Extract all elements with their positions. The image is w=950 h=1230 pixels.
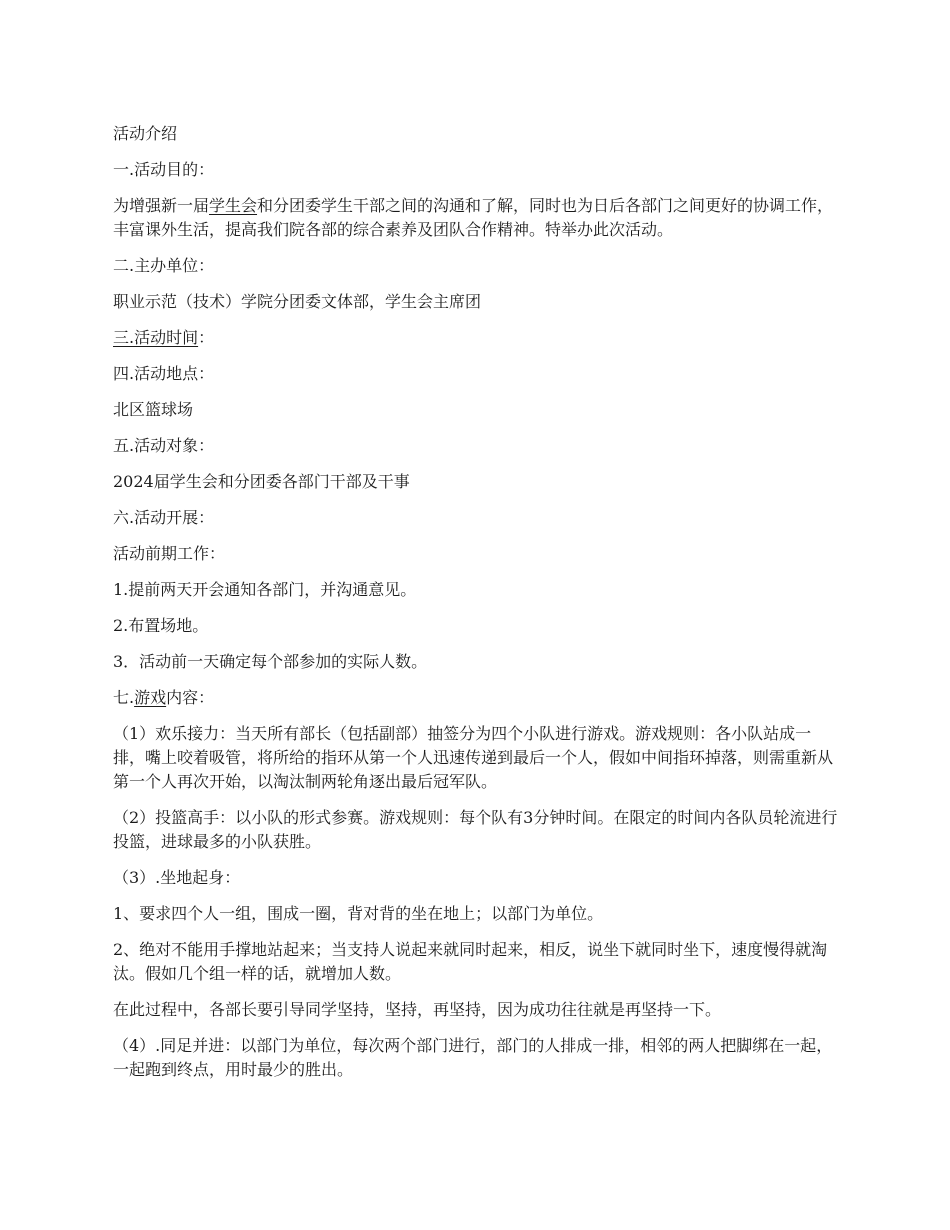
paragraph-location-body xyxy=(113,398,841,422)
text-segment: 3．活动前一天确定每个部参加的实际人数。 xyxy=(113,652,428,671)
text-segment: 二.主办单位： xyxy=(113,256,215,275)
paragraph-purpose-body xyxy=(113,194,841,242)
paragraph-prep-2 xyxy=(113,614,841,638)
text-segment: 2、绝对不能用手撑地站起来；当支持人说起来就同时起来，相反，说坐下就同时坐下，速度慢得就淘汰。假如几个组一样的话，就增加人数。 xyxy=(113,940,828,983)
text-segment: （3）.坐地起身： xyxy=(113,868,241,887)
paragraph-game-1 xyxy=(113,722,841,794)
text-segment: 六.活动开展： xyxy=(113,508,215,527)
paragraph-prep-1 xyxy=(113,578,841,602)
paragraph-game-4 xyxy=(113,1034,841,1082)
paragraph-game-3-heading xyxy=(113,866,841,890)
paragraph-time-heading xyxy=(113,326,841,350)
text-segment: （2）投篮高手：以小队的形式参赛。游戏规则：每个队有3分钟时间。在限定的时间内各队员轮流进行投篮，进球最多的小队获胜。 xyxy=(113,808,838,851)
text-segment: 五.活动对象： xyxy=(113,436,215,455)
text-segment: 为增强新一届 xyxy=(113,196,210,215)
text-segment: 在此过程中，各部长要引导同学坚持，坚持，再坚持，因为成功往往就是再坚持一下。 xyxy=(113,1000,722,1019)
paragraph-prep-heading xyxy=(113,542,841,566)
text-segment: 活动介绍 xyxy=(113,124,178,143)
document-page xyxy=(113,122,841,1094)
text-segment: 一.活动目的： xyxy=(113,160,215,179)
text-segment: 2.布置场地。 xyxy=(113,616,209,635)
underlined-text: 三.活动时间 xyxy=(113,328,199,347)
paragraph-game-3-note xyxy=(113,998,841,1022)
text-segment: 四.活动地点： xyxy=(113,364,215,383)
paragraph-game-3-rule-1 xyxy=(113,902,841,926)
paragraph-game-2 xyxy=(113,806,841,854)
underlined-text: 游戏 xyxy=(134,688,167,707)
paragraph-purpose-heading xyxy=(113,158,841,182)
text-segment: 1、要求四个人一组，围成一圈，背对背的坐在地上；以部门为单位。 xyxy=(113,904,604,923)
paragraph-audience-heading xyxy=(113,434,841,458)
text-segment: （1）欢乐接力：当天所有部长（包括副部）抽签分为四个小队进行游戏。游戏规则：各小队站成一排，嘴上咬着吸管，将所给的指环从第一个人迅速传递到最后一个人，假如中间指环掉落，则需重新从第一个人再次开始，以淘汰制两轮角逐出最后冠军队。 xyxy=(113,724,834,791)
text-segment: （4）.同足并进：以部门为单位，每次两个部门进行，部门的人排成一排，相邻的两人把脚绑在一起，一起跑到终点，用时最少的胜出。 xyxy=(113,1036,833,1079)
text-segment: 活动前期工作： xyxy=(113,544,226,563)
paragraph-game-3-rule-2 xyxy=(113,938,841,986)
paragraph-location-heading xyxy=(113,362,841,386)
paragraph-audience-body xyxy=(113,470,841,494)
text-segment: 职业示范（技术）学院分团委文体部，学生会主席团 xyxy=(113,292,482,311)
paragraph-intro-title xyxy=(113,122,841,146)
text-segment: 内容： xyxy=(166,688,215,707)
text-segment: ： xyxy=(198,328,215,347)
text-segment: 七. xyxy=(113,688,135,707)
text-segment: 1.提前两天开会通知各部门，并沟通意见。 xyxy=(113,580,417,599)
paragraph-process-heading xyxy=(113,506,841,530)
text-segment: 北区篮球场 xyxy=(113,400,194,419)
paragraph-games-heading xyxy=(113,686,841,710)
paragraph-organizer-body xyxy=(113,290,841,314)
text-segment: 和分团委学生干部之间的沟通和了解，同时也为日后各部门之间更好的协调工作，丰富课外生活，提高我们院各部的综合素养及团队合作精神。特举办此次活动。 xyxy=(113,196,834,239)
underlined-text: 学生会 xyxy=(209,196,258,215)
text-segment: 2024届学生会和分团委各部门干部及干事 xyxy=(113,472,410,491)
paragraph-organizer-heading xyxy=(113,254,841,278)
paragraph-prep-3 xyxy=(113,650,841,674)
